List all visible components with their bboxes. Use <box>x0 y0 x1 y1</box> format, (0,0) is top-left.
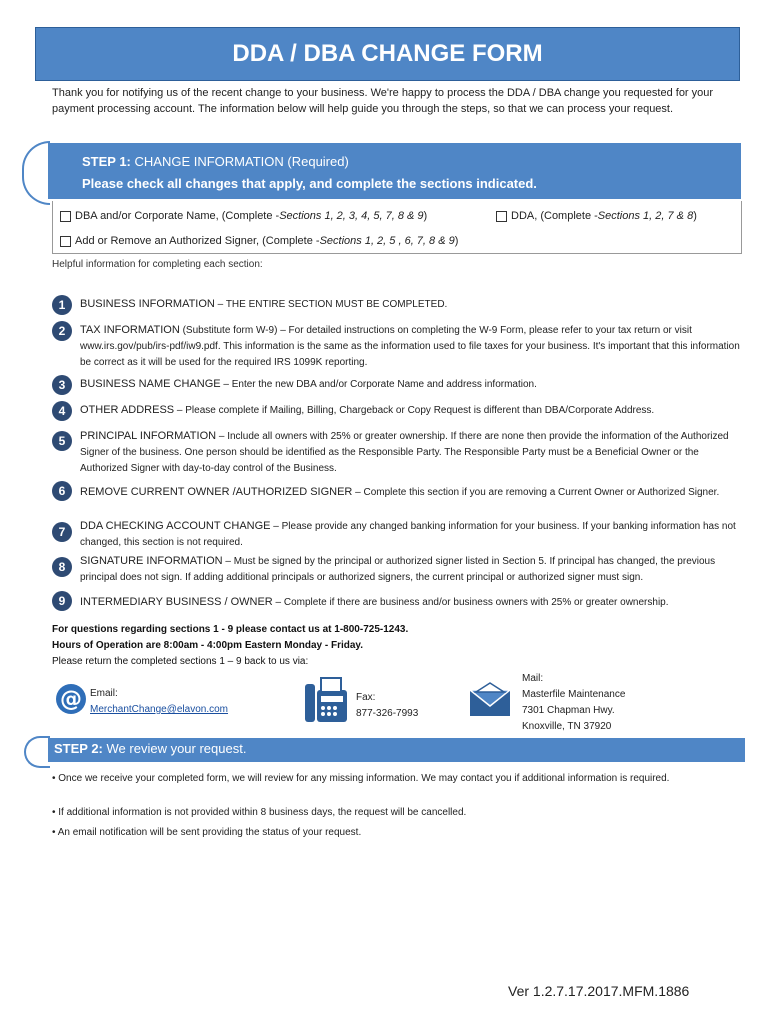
fax-number: 877-326-7993 <box>356 708 419 719</box>
return-instructions: Please return the completed sections 1 – 9 back to us via: <box>52 656 309 667</box>
step1-title <box>82 154 349 169</box>
intro-text: Thank you for notifying us of the recent change to your business. We're happy to process the DDA / DBA change you requested for your payment processing account. The information below will help guide you through the steps, so that we can process your request. <box>52 87 714 115</box>
step2-tab <box>24 736 50 768</box>
step1-label: STEP 1: <box>82 154 131 169</box>
section-number-4: 4 <box>52 401 72 421</box>
fax-block <box>356 690 418 722</box>
section-3-info: BUSINESS NAME CHANGE – Enter the new DBA and/or Corporate Name and address information. <box>80 378 537 390</box>
mail-street: 7301 Chapman Hwy. <box>522 705 615 716</box>
mail-city: Knoxville, TN 37920 <box>522 721 612 732</box>
section-1-info: BUSINESS INFORMATION – THE ENTIRE SECTION MUST BE COMPLETED. <box>80 298 448 310</box>
section-4-info: OTHER ADDRESS – Please complete if Mailing, Billing, Chargeback or Copy Request is different than DBA/Corporate Address. <box>80 404 655 416</box>
version-label: Ver 1.2.7.17.2017.MFM.1886 <box>508 983 690 999</box>
step1-subtitle: Please check all changes that apply, and complete the sections indicated. <box>82 176 537 191</box>
step2-label: STEP 2: <box>54 741 103 756</box>
form-title: DDA / DBA CHANGE FORM <box>35 27 740 81</box>
step2-title <box>54 741 246 756</box>
email-label: Email: <box>90 688 118 699</box>
at-sign-icon <box>55 683 87 715</box>
section-number-9: 9 <box>52 591 72 611</box>
option-dda[interactable]: DDA, (Complete - Sections 1, 2, 7 & 8 ) <box>496 210 697 222</box>
envelope-icon <box>468 682 512 718</box>
hours-of-operation: Hours of Operation are 8:00am - 4:00pm Eastern Monday - Friday. <box>52 640 364 651</box>
section-6-info: REMOVE CURRENT OWNER /AUTHORIZED SIGNER – Complete this section if you are removing a Current Owner or Authorized Signer. <box>80 486 720 498</box>
email-link[interactable]: MerchantChange@elavon.com <box>90 704 229 715</box>
option-dba-corporate[interactable]: DBA and/or Corporate Name, (Complete - Sections 1, 2, 3, 4, 5, 7, 8 & 9 ) <box>60 210 427 222</box>
fax-machine-icon <box>303 676 349 724</box>
section-7-info: DDA CHECKING ACCOUNT CHANGE – Please provide any changed banking information for your business. If your banking information has not changed, this section is not required. <box>80 520 736 548</box>
list-item: • Once we receive your completed form, we will review for any missing information. We may contact you if additional information is required. <box>52 773 670 784</box>
section-number-2: 2 <box>52 321 72 341</box>
mail-label: Mail: <box>522 673 544 684</box>
section-number-7: 7 <box>52 522 72 542</box>
section-5-info: PRINCIPAL INFORMATION – Include all owners with 25% or greater ownership. If there are none then provide the information of the Authorized Signer of the business. One person should be identified as the Responsible Party. The Responsible Party must be a Beneficial Owner or the Authorized Signer with day-to-day control of the Business. <box>80 430 729 474</box>
email-block <box>90 686 228 718</box>
step1-tab <box>22 141 50 205</box>
fax-label: Fax: <box>356 692 376 703</box>
checkbox[interactable] <box>60 236 71 247</box>
checkbox[interactable] <box>60 211 71 222</box>
list-item: • An email notification will be sent providing the status of your request. <box>52 827 362 838</box>
section-number-3: 3 <box>52 375 72 395</box>
mail-name: Masterfile Maintenance <box>522 689 626 700</box>
step2-title-text: We review your request. <box>106 741 247 756</box>
svg-text:@: @ <box>60 687 82 712</box>
section-9-info: INTERMEDIARY BUSINESS / OWNER – Complete if there are business and/or business owners with 25% or greater ownership. <box>80 596 669 608</box>
section-number-1: 1 <box>52 295 72 315</box>
section-2-info: TAX INFORMATION (Substitute form W-9) – For detailed instructions on completing the W-9 Form, please refer to your tax return or visit www.irs.gov/pub/irs-pdf/iw9.pdf. This information is the same as the information used to file taxes for your business. It's important that this information be correct as it will be used for the required IRS 1099K reporting. <box>80 324 740 368</box>
option-authorized-signer[interactable]: Add or Remove an Authorized Signer, (Complete - Sections 1, 2, 5 , 6, 7, 8 & 9 ) <box>60 235 458 247</box>
questions-contact: For questions regarding sections 1 - 9 please contact us at 1-800-725-1243. <box>52 624 409 635</box>
checkbox[interactable] <box>496 211 507 222</box>
section-number-6: 6 <box>52 481 72 501</box>
section-8-info: SIGNATURE INFORMATION – Must be signed by the principal or authorized signer listed in Section 5. If principal has changed, the previous principal does not sign. If adding additional principals or authorized signers, the current principal or authorized signer must sign. <box>80 555 716 583</box>
helpful-info-label: Helpful information for completing each section: <box>52 259 263 270</box>
section-number-5: 5 <box>52 431 72 451</box>
section-number-8: 8 <box>52 557 72 577</box>
step1-title-text: CHANGE INFORMATION (Required) <box>134 154 349 169</box>
list-item: • If additional information is not provided within 8 business days, the request will be cancelled. <box>52 807 467 818</box>
mail-block <box>522 671 625 735</box>
